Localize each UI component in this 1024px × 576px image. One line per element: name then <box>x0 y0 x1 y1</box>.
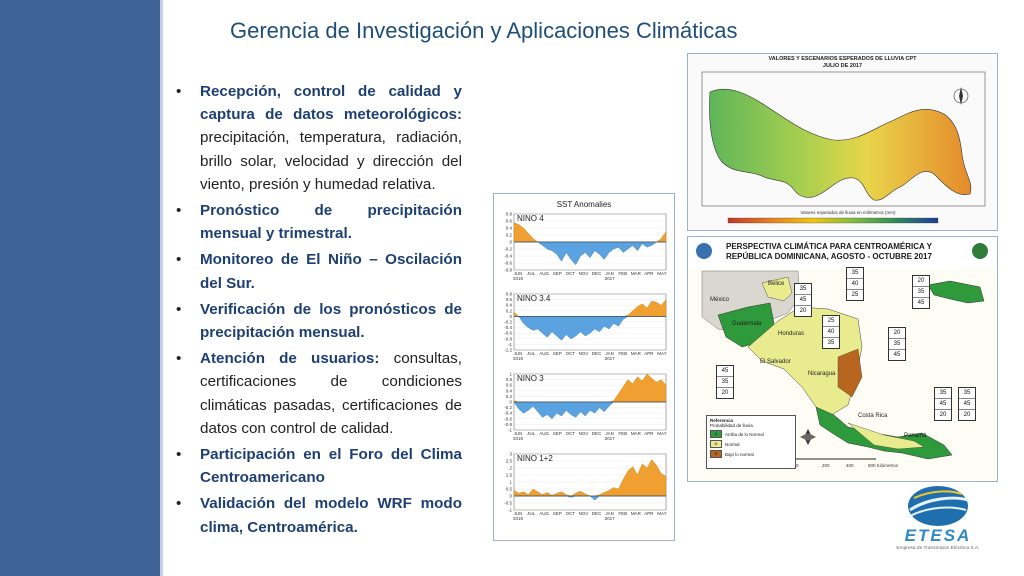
bullet-text: precipitación, temperatura, radiación, brillo solar, velocidad y dirección del viento, presión y humedad relativa. <box>200 129 462 193</box>
sst-year-end: 2017 <box>604 436 615 441</box>
legend-subtitle: Probabilidad de lluvia <box>710 423 753 428</box>
probability-box <box>846 267 864 301</box>
sst-month-tick: JUL <box>527 431 536 436</box>
sst-month-tick: JUN <box>513 271 523 276</box>
bullet-item <box>170 443 462 489</box>
sst-year-start: 2016 <box>512 356 524 361</box>
sst-y-tick: 3 <box>509 451 512 457</box>
sst-month-tick: OCT <box>565 271 576 276</box>
sst-month-tick: MAY <box>657 351 667 356</box>
sst-y-tick: 0.2 <box>505 393 512 399</box>
sst-month-tick: APR <box>644 431 654 436</box>
prob-above: 20 <box>913 276 929 287</box>
sst-y-tick: 0.6 <box>505 297 512 303</box>
prob-normal: 35 <box>913 287 929 298</box>
sst-y-tick: -0.8 <box>504 421 512 427</box>
bullet-bold: Verificación de los pronósticos de precipitación mensual. <box>200 300 462 342</box>
sst-month-tick: NOV <box>578 511 589 516</box>
legend-swatch: A <box>710 430 722 438</box>
sst-month-tick: JUN <box>513 431 523 436</box>
etesa-subtitle: Empresa de Transmisión Eléctrica S.A. <box>896 546 980 551</box>
sst-year-end: 2017 <box>604 516 615 521</box>
sst-y-tick: 0.4 <box>505 388 512 394</box>
sst-month-tick: MAR <box>630 271 641 276</box>
probability-box <box>912 275 930 309</box>
sst-y-tick: -0.6 <box>504 260 512 266</box>
sst-month-tick: OCT <box>565 511 576 516</box>
sst-y-tick: 2.5 <box>505 458 512 464</box>
sst-y-tick: -0.4 <box>504 410 512 416</box>
sst-y-tick: 0.4 <box>505 225 512 231</box>
prob-below: 20 <box>721 390 729 396</box>
legend-swatch: N <box>710 440 722 448</box>
country-label: México <box>710 297 730 303</box>
sst-y-tick: 0 <box>509 399 512 405</box>
sst-month-tick: APR <box>644 511 654 516</box>
central-america-outlook-map <box>687 236 998 482</box>
sst-y-tick: -0.8 <box>504 336 512 342</box>
sst-y-tick: -0.5 <box>504 500 512 506</box>
sst-month-tick: MAR <box>630 511 641 516</box>
compass-rose-icon <box>954 87 968 105</box>
country-label: Nicaragua <box>808 371 836 377</box>
sst-year-end: 2017 <box>604 276 615 281</box>
sst-panel-label: NINO 3 <box>517 374 544 383</box>
sst-y-tick: 0 <box>509 493 512 499</box>
prob-normal: 45 <box>935 399 951 410</box>
etesa-wordmark: ETESA <box>904 526 972 545</box>
prob-above: 35 <box>959 388 975 399</box>
probability-box <box>822 315 840 349</box>
sst-month-tick: JUL <box>527 271 536 276</box>
panama-map-title-line1: VALORES Y ESCENARIOS ESPERADOS DE LLUVIA CPT <box>768 56 917 62</box>
prob-below: 20 <box>939 412 947 418</box>
probability-box <box>888 327 906 361</box>
sst-y-tick: 0.5 <box>505 486 512 492</box>
sst-y-tick: -0.4 <box>504 253 512 259</box>
sst-y-tick: 0.8 <box>505 291 512 297</box>
below-normal-zone <box>838 349 862 397</box>
panama-map-title-line2: JULIO DE 2017 <box>822 62 863 69</box>
sst-y-tick: -0.2 <box>504 319 512 325</box>
legend-label: Bajo lo normal <box>725 451 754 457</box>
prob-above: 25 <box>823 316 839 327</box>
sst-month-tick: MAY <box>657 431 667 436</box>
scale-tick: 200 <box>822 463 830 468</box>
prob-normal: 40 <box>847 279 863 290</box>
sst-month-tick: APR <box>644 271 654 276</box>
bullet-item <box>170 298 462 344</box>
sst-month-tick: NOV <box>578 431 589 436</box>
sst-month-tick: NOV <box>578 351 589 356</box>
sst-y-tick: -1 <box>507 341 512 347</box>
sst-month-tick: JAN <box>605 351 614 356</box>
prob-above: 35 <box>935 388 951 399</box>
prob-above: 35 <box>795 284 811 295</box>
sst-month-tick: DEC <box>591 271 602 276</box>
prob-normal: 40 <box>823 327 839 338</box>
country-label: El Salvador <box>760 359 791 365</box>
sst-anomalies-figure <box>493 193 675 541</box>
sst-month-tick: OCT <box>565 431 576 436</box>
country-label: Costa Rica <box>858 413 888 419</box>
sst-month-tick: JUN <box>513 351 523 356</box>
sst-year-end: 2017 <box>604 356 615 361</box>
sst-month-tick: APR <box>644 351 654 356</box>
country-label: Guatemala <box>732 321 762 327</box>
sst-month-tick: SEP <box>552 431 562 436</box>
probability-box <box>794 283 812 317</box>
sst-y-tick: 1 <box>509 479 512 485</box>
sst-month-tick: AUG <box>539 351 550 356</box>
sst-month-tick: AUG <box>539 511 550 516</box>
legend-title: Referencia <box>710 418 734 423</box>
sst-anomalies-chart <box>494 194 674 540</box>
scale-tick: 400 <box>846 463 854 468</box>
probability-box <box>934 387 952 421</box>
prob-above: 35 <box>847 268 863 279</box>
sst-month-tick: JAN <box>605 271 614 276</box>
sst-month-tick: JUN <box>513 511 523 516</box>
sst-month-tick: JAN <box>605 511 614 516</box>
legend-label: Normal <box>725 441 740 447</box>
sst-y-tick: -1.2 <box>504 347 512 353</box>
sst-month-tick: SEP <box>552 351 562 356</box>
sst-month-tick: JAN <box>605 431 614 436</box>
bullet-bold: Validación del modelo WRF modo clima, Centroamérica. <box>200 495 462 536</box>
prob-above: 45 <box>717 366 733 377</box>
sst-y-tick: -0.2 <box>504 405 512 411</box>
prob-normal: 45 <box>795 295 811 306</box>
sst-year-start: 2016 <box>512 436 524 441</box>
etesa-logo <box>878 484 998 559</box>
legend-item <box>710 450 792 458</box>
sst-month-tick: OCT <box>565 351 576 356</box>
sst-y-tick: 0.2 <box>505 308 512 314</box>
bullet-item <box>170 80 462 196</box>
prob-below: 20 <box>799 308 807 314</box>
sst-month-tick: AUG <box>539 431 550 436</box>
side-band-edge <box>160 0 163 576</box>
sst-y-tick: 0.8 <box>505 377 512 383</box>
sst-month-tick: AUG <box>539 271 550 276</box>
sst-month-tick: SEP <box>552 511 562 516</box>
sst-month-tick: FEB <box>618 511 628 516</box>
sst-month-tick: MAR <box>630 431 641 436</box>
sst-month-tick: FEB <box>618 351 628 356</box>
sst-month-tick: MAR <box>630 351 641 356</box>
prob-below: 20 <box>963 412 971 418</box>
sst-y-tick: 0 <box>509 313 512 319</box>
sst-y-tick: 0.2 <box>505 232 512 238</box>
country-label: Panamá <box>904 433 927 439</box>
prob-below: 35 <box>827 340 835 346</box>
legend-item <box>710 430 792 438</box>
country-label: Belice <box>768 281 785 287</box>
sst-y-tick: 0.4 <box>505 302 512 308</box>
sst-month-tick: JUL <box>527 351 536 356</box>
sst-y-tick: -0.6 <box>504 416 512 422</box>
outlook-map-title: PERSPECTIVA CLIMÁTICA PARA CENTROAMÉRICA Y REPÚBLICA DOMINICANA, AGOSTO - OCTUBRE 2017 <box>726 242 932 261</box>
prob-below: 45 <box>893 352 901 358</box>
sst-month-tick: MAY <box>657 511 667 516</box>
sst-y-tick: -0.6 <box>504 330 512 336</box>
sst-y-tick: 0.6 <box>505 382 512 388</box>
sst-month-tick: FEB <box>618 271 628 276</box>
prob-below: 45 <box>917 300 925 306</box>
probability-box <box>958 387 976 421</box>
etesa-globe-icon <box>878 484 998 529</box>
sst-y-tick: -0.8 <box>504 267 512 273</box>
sst-year-start: 2016 <box>512 276 524 281</box>
sst-month-tick: NOV <box>578 271 589 276</box>
bullet-text: consultas, certificaciones de condiciones climáticas pasadas, certificaciones de datos con control de calidad. <box>200 350 462 437</box>
sst-month-tick: SEP <box>552 271 562 276</box>
sst-y-tick: 0.8 <box>505 211 512 217</box>
page-title: Gerencia de Investigación y Aplicaciones Climáticas <box>230 18 738 43</box>
sst-y-tick: 1 <box>509 371 512 377</box>
panama-rainfall-map <box>687 53 998 231</box>
sst-y-tick: -1 <box>507 427 512 433</box>
sst-y-tick: -0.2 <box>504 246 512 252</box>
map-legend <box>706 415 796 469</box>
side-band <box>0 0 160 576</box>
sst-panel-label: NINO 1+2 <box>517 454 553 463</box>
prob-below: 25 <box>851 292 859 298</box>
prob-above: 20 <box>889 328 905 339</box>
sst-y-tick: 0.6 <box>505 218 512 224</box>
sst-month-tick: JUL <box>527 511 536 516</box>
sst-month-tick: MAY <box>657 271 667 276</box>
prob-normal: 35 <box>889 339 905 350</box>
dominican-republic-land <box>928 281 984 303</box>
bullet-item <box>170 199 462 245</box>
sst-y-tick: 1.5 <box>505 472 512 478</box>
sst-y-tick: 0 <box>509 239 512 245</box>
prob-normal: 35 <box>717 377 733 388</box>
bullet-bold: Participación en el Foro del Clima Centroamericano <box>200 446 462 487</box>
legend-label: Arriba de lo Normal <box>725 431 764 437</box>
sst-y-tick: -1 <box>507 507 512 513</box>
sst-y-tick: 2 <box>509 465 512 471</box>
bullet-list <box>170 80 462 542</box>
sst-month-tick: DEC <box>591 431 602 436</box>
legend-swatch: B <box>710 450 722 458</box>
bullet-item <box>170 347 462 440</box>
prob-normal: 45 <box>959 399 975 410</box>
sst-y-tick: -0.4 <box>504 325 512 331</box>
legend-item <box>710 440 792 448</box>
crrh-logo-icon <box>696 243 712 259</box>
country-label: Honduras <box>778 331 805 337</box>
scale-tick: 0 <box>796 463 799 468</box>
colorbar-caption: Valores esperados de lluvia en milímetros (mm) <box>800 210 896 215</box>
bullet-bold: Pronóstico de precipitación mensual y trimestral. <box>200 202 462 243</box>
bullet-bold: Atención de usuarios: <box>200 350 380 368</box>
cigefi-logo-icon <box>972 243 988 259</box>
panama-land-shape <box>710 89 971 200</box>
compass-rose-icon <box>800 429 816 445</box>
probability-box <box>716 365 734 399</box>
sst-figure-title: SST Anomalies <box>556 200 612 209</box>
bullet-bold: Recepción, control de calidad y captura de datos meteorológicos: <box>200 83 462 124</box>
bullet-bold: Monitoreo de El Niño – Oscilación del Sur. <box>200 251 462 292</box>
sst-month-tick: DEC <box>591 511 602 516</box>
sst-month-tick: DEC <box>591 351 602 356</box>
bullet-item <box>170 492 462 538</box>
panama-map-graphic <box>688 54 997 230</box>
sst-year-start: 2016 <box>512 516 524 521</box>
sst-month-tick: FEB <box>618 431 628 436</box>
bullet-item <box>170 248 462 294</box>
sst-panel-label: NINO 3.4 <box>517 294 551 303</box>
scale-tick: 800 Kilómetros <box>868 463 899 468</box>
sst-panel-label: NINO 4 <box>517 214 544 223</box>
